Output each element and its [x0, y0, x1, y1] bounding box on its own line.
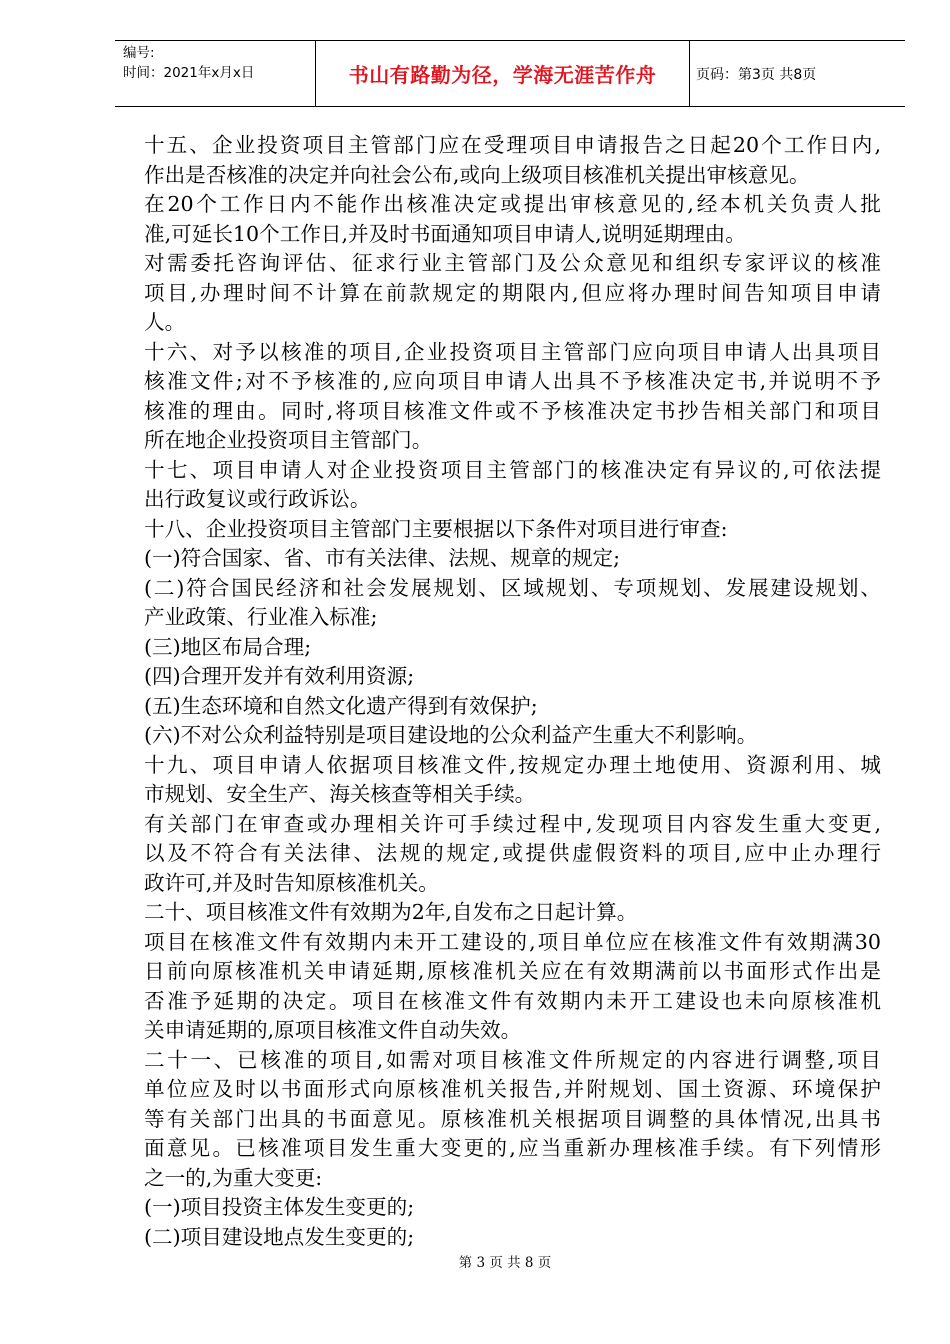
page-footer: 第 3 页 共 8 页: [458, 1255, 552, 1271]
text-line: (五)生态环境和自然文化遗产得到有效保护;: [144, 693, 538, 718]
text-line: 作出是否核准的决定并向社会公布,或向上级项目核准机关提出审核意见。: [144, 162, 810, 187]
text-line: 市规划、安全生产、海关核查等相关手续。: [144, 782, 536, 806]
text-line: 日前向原核准机关申请延期,原核准机关应在有效期满前以书面形式作出是: [144, 959, 881, 983]
text-line: 对需委托咨询评估、征求行业主管部门及公众意见和组织专家评议的核准: [144, 251, 881, 275]
text-line: 等有关部门出具的书面意见。原核准机关根据项目调整的具体情况,出具书: [144, 1106, 881, 1131]
text-line: 十六、对予以核准的项目,企业投资项目主管部门应向项目申请人出具项目: [144, 339, 881, 364]
document-number-label: 编号:: [123, 45, 155, 61]
text-line: 二十、项目核准文件有效期为2年,自发布之日起计算。: [144, 900, 638, 924]
text-line: 政许可,并及时告知原核准机关。: [144, 870, 439, 895]
page-header: [115, 40, 905, 107]
text-line: 十八、企业投资项目主管部门主要根据以下条件对项目进行审查:: [144, 516, 728, 541]
header-motto: 书山有路勤为径，学海无涯苦作舟: [316, 41, 690, 106]
text-line: 准,可延长10个工作日,并及时书面通知项目申请人,说明延期理由。: [144, 221, 746, 246]
text-line: (一)符合国家、省、市有关法律、法规、规章的规定;: [144, 546, 621, 570]
text-line: 有关部门在审查或办理相关许可手续过程中,发现项目内容发生重大变更,: [144, 811, 881, 836]
document-body: [144, 131, 881, 1252]
text-line: (六)不对公众利益特别是项目建设地的公众利益产生重大不利影响。: [144, 723, 758, 747]
text-line: 二十一、已核准的项目,如需对项目核准文件所规定的内容进行调整,项目: [144, 1047, 881, 1072]
text-line: 十九、项目申请人依据项目核准文件,按规定办理土地使用、资源利用、城: [144, 752, 881, 777]
text-line: 出行政复议或行政诉讼。: [144, 487, 371, 511]
text-line: 项目,办理时间不计算在前款规定的期限内,但应将办理时间告知项目申请: [144, 280, 881, 305]
document-time-label: 时间：2021年x月x日: [123, 65, 255, 81]
text-line: 在20个工作日内不能作出核准决定或提出审核意见的,经本机关负责人批: [144, 192, 881, 216]
text-line: 面意见。已核准项目发生重大变更的,应当重新办理核准手续。有下列情形: [144, 1136, 881, 1160]
text-line: 单位应及时以书面形式向原核准机关报告,并附规划、国土资源、环境保护: [144, 1077, 881, 1101]
text-line: (二)符合国民经济和社会发展规划、区域规划、专项规划、发展建设规划、: [144, 575, 881, 600]
text-line: (二)项目建设地点发生变更的;: [144, 1224, 415, 1249]
text-line: 十七、项目申请人对企业投资项目主管部门的核准决定有异议的,可依法提: [144, 457, 881, 482]
header-meta-cell: [115, 41, 316, 106]
text-line: 关申请延期的,原项目核准文件自动失效。: [144, 1018, 522, 1042]
text-line: 项目在核准文件有效期内未开工建设的,项目单位应在核准文件有效期满30: [144, 929, 881, 954]
text-line: 产业政策、行业准入标准;: [144, 605, 378, 629]
text-line: 以及不符合有关法律、法规的规定,或提供虚假资料的项目,应中止办理行: [144, 841, 881, 865]
header-page-info: 页码：第3页 共8页: [696, 66, 817, 83]
text-line: 核准文件;对不予核准的,应向项目申请人出具不予核准决定书,并说明不予: [144, 369, 881, 393]
text-line: 十五、企业投资项目主管部门应在受理项目申请报告之日起20个工作日内,: [144, 133, 881, 157]
text-line: (一)项目投资主体发生变更的;: [144, 1195, 415, 1219]
text-line: 核准的理由。同时,将项目核准文件或不予核准决定书抄告相关部门和项目: [144, 398, 881, 423]
text-line: 所在地企业投资项目主管部门。: [144, 428, 433, 452]
text-line: 人。: [144, 310, 186, 334]
text-line: 否准予延期的决定。项目在核准文件有效期内未开工建设也未向原核准机: [144, 988, 881, 1013]
text-line: (四)合理开发并有效利用资源;: [144, 664, 415, 688]
text-line: 之一的,为重大变更:: [144, 1165, 323, 1190]
text-line: (三)地区布局合理;: [144, 634, 312, 659]
